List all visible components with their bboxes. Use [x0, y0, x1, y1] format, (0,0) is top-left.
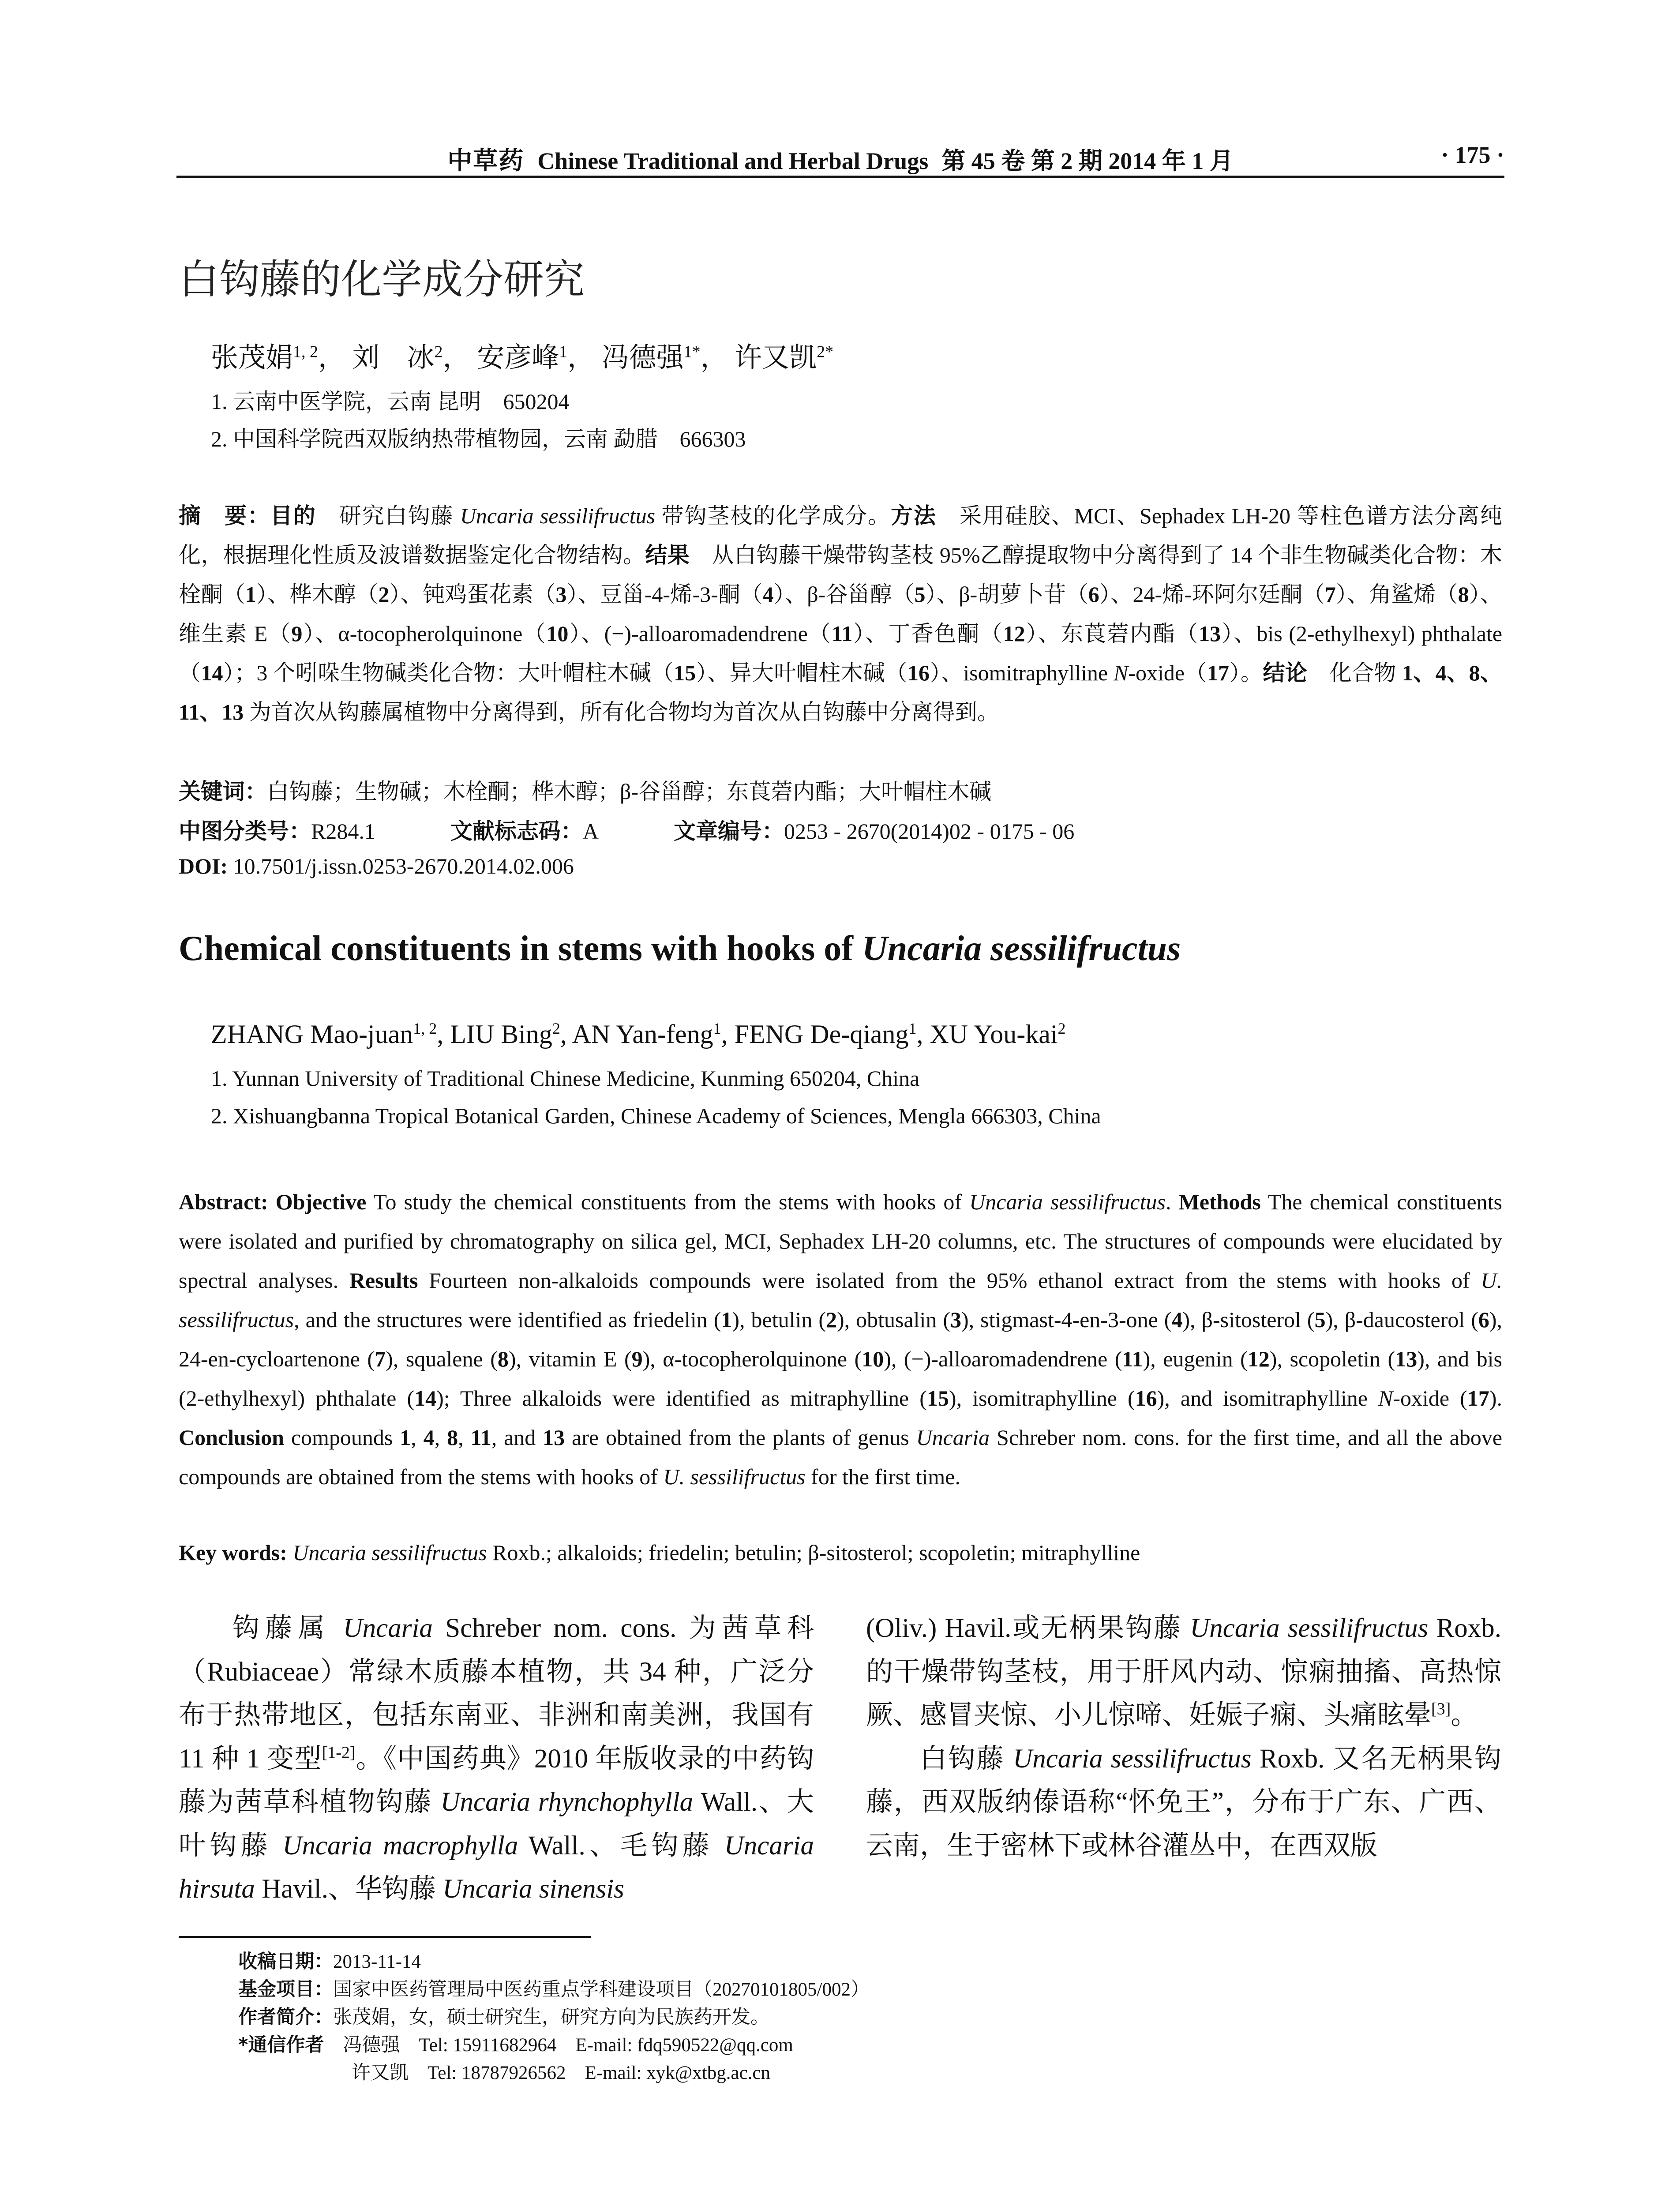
results-label: 结果 [645, 542, 690, 568]
footnote-label: 收稿日期： [238, 1951, 333, 1973]
body-paragraph [179, 1607, 814, 1911]
author-affil-mark: 1 [908, 1020, 917, 1037]
species-name: Uncaria sessilifructus [460, 503, 656, 528]
compound-number: 11 [1122, 1347, 1143, 1371]
doc-code-label: 文献标志码： [450, 818, 583, 844]
journal-issue: 第 45 卷 第 2 期 2014 年 1 月 [941, 148, 1234, 174]
conclusion-label: Conclusion [179, 1425, 284, 1450]
abstract-text: , [434, 1425, 447, 1450]
abstract-text: ）、豆甾-4-烯-3-酮（ [566, 582, 763, 607]
author-separator: , [916, 1020, 930, 1049]
abstract-text: Schreber nom. cons. for the first time, and all the above compounds are obtained from the stems with hooks of [179, 1425, 1503, 1489]
author-affil-mark: 1 [713, 1020, 721, 1037]
footnote-text: 国家中医药管理局中医药重点学科建设项目（20270101805/002） [333, 1979, 870, 2000]
footnote-correspondence [238, 2031, 870, 2059]
author-separator: , [437, 1020, 450, 1049]
compound-number: 1 [721, 1307, 732, 1332]
abstract-text: compounds [284, 1425, 400, 1450]
affiliation-en-1: 1. Yunnan University of Traditional Chinese Medicine, Kunming 650204, China [211, 1066, 920, 1091]
article-title-cn: 白钩藤的化学成分研究 [179, 256, 585, 303]
article-no-value: 0253 - 2670(2014)02 - 0175 - 06 [784, 819, 1075, 844]
abstract-text: ）、β-谷甾醇（ [773, 582, 915, 607]
footnote-text: 2013-11-14 [333, 1951, 421, 1972]
body-text: (Oliv.) Havil.或无柄果钩藤 [866, 1613, 1190, 1643]
abstract-text: ), vitamin E ( [508, 1347, 632, 1371]
body-text: Wall.、毛钩藤 [518, 1831, 724, 1861]
article-title-en [179, 929, 1181, 969]
author-separator: , [721, 1020, 735, 1049]
genus-name: Uncaria [343, 1613, 433, 1643]
abstract-text: ）、丁香色酮（ [852, 621, 1003, 646]
abstract-text: , [458, 1425, 471, 1450]
body-column-right [866, 1607, 1501, 1868]
body-text: Wall.、大叶钩藤 [179, 1787, 814, 1861]
author-separator: ， [567, 343, 595, 373]
abstract-text: ); Three alkaloids were identified as mitraphylline ( [436, 1386, 927, 1411]
body-text: 。 [1451, 1700, 1478, 1730]
author-affil-mark: 2 [552, 1020, 560, 1037]
compound-number: 4 [762, 582, 774, 607]
abstract-text: ）、bis (2-ethylhexyl) phthalate（ [179, 621, 1503, 685]
body-text: Havil.、华钩藤 [255, 1874, 443, 1904]
abstract-text: 从白钩藤干燥带钩茎枝 95%乙醇提取物中分离得到了 14 个非生物碱类化合物：木栓酮（ [179, 543, 1503, 607]
footnotes [238, 1948, 870, 2087]
author-name: LIU Bing [450, 1020, 552, 1049]
compound-number: 16 [908, 660, 930, 685]
citation: [3] [1431, 1700, 1451, 1718]
author-list-cn [211, 335, 833, 375]
compound-number: 8 [1458, 582, 1469, 607]
author-affil-mark: 1* [683, 342, 701, 361]
author-affil-mark: 1 [559, 342, 568, 361]
journal-header [176, 141, 1504, 176]
abstract-text: ), squalene ( [386, 1347, 498, 1371]
author-separator: ， [442, 343, 470, 373]
species-name: Uncaria hirsuta [179, 1831, 814, 1904]
species-name: Uncaria sessilifructus [969, 1189, 1166, 1214]
abstract-text: Fourteen non-alkaloids compounds were isolated from the 95% ethanol extract from the stems with hooks of [418, 1268, 1481, 1293]
abstract-label: 摘 要： [179, 503, 270, 529]
species-name: Uncaria sessilifructus [292, 1540, 487, 1565]
species-name: U. sessilifructus [179, 1268, 1502, 1332]
footnote-label: 作者简介： [238, 2006, 333, 2028]
abstract-text: ), 24-en-cycloartenone ( [179, 1307, 1502, 1371]
affiliation-cn-2: 2. 中国科学院西双版纳热带植物园，云南 勐腊 666303 [211, 427, 746, 451]
author-name: ZHANG Mao-juan [211, 1020, 413, 1049]
author-separator: ， [700, 343, 728, 373]
compound-number: 12 [1003, 621, 1025, 646]
compound-number: 4 [1171, 1307, 1183, 1332]
author-affil-mark: 1, 2 [413, 1020, 437, 1037]
results-label: Results [349, 1268, 418, 1293]
page-number: · 175 · [1440, 142, 1504, 168]
journal-name-en: Chinese Traditional and Herbal Drugs [537, 148, 929, 174]
species-name: Uncaria sessilifructus [862, 929, 1181, 968]
abstract-en [179, 1182, 1502, 1497]
abstract-text: ), α-tocopherolquinone ( [642, 1347, 862, 1371]
abstract-text: , and the structures were identified as friedelin ( [294, 1307, 721, 1332]
author-name: 刘 冰 [352, 343, 435, 373]
classification-line [179, 814, 1074, 845]
author-affil-mark: 2* [817, 342, 834, 361]
abstract-text: ), (−)-alloaromadendrene ( [884, 1347, 1122, 1371]
compound-number: 4 [423, 1425, 435, 1450]
compound-number: 7 [1324, 582, 1336, 607]
abstract-text: ), isomitraphylline ( [949, 1386, 1135, 1411]
journal-logo-cn: 中草药 [447, 147, 525, 175]
abstract-text: ), scopoletin ( [1269, 1347, 1395, 1371]
doc-code-value: A [582, 819, 599, 844]
compound-number-list: 1、4、8、11、13 [179, 660, 1503, 724]
author-separator: , [560, 1020, 572, 1049]
abstract-text: The chemical constituents were isolated and purified by chromatography on silica gel, MCI, Sephadex LH-20 columns, etc. The structures of compounds were elucidated by spectral analyses. [179, 1189, 1503, 1293]
abstract-text: ). [1489, 1386, 1502, 1411]
abstract-text: ), betulin ( [732, 1307, 826, 1332]
compound-number: 13 [1199, 621, 1221, 646]
running-header [176, 137, 1504, 176]
abstract-text: ）、(−)-alloaromadendrene（ [568, 621, 832, 646]
compound-number: 13 [1395, 1347, 1418, 1371]
compound-number: 12 [1247, 1347, 1270, 1371]
species-name: Uncaria sinensis [442, 1874, 624, 1904]
keywords-label: Key words: [179, 1540, 287, 1565]
abstract-text: ）、isomitraphylline [930, 660, 1114, 685]
author-affil-mark: 1, 2 [293, 342, 319, 361]
abstract-text: 化合物 [1307, 660, 1402, 685]
compound-number: 10 [862, 1347, 884, 1371]
conclusion-label: 结论 [1263, 660, 1308, 686]
species-name: Uncaria macrophylla [282, 1831, 518, 1861]
abstract-text: ）、异大叶帽柱木碱（ [696, 660, 908, 685]
footnote-label: 基金项目： [238, 1978, 333, 2000]
abstract-text: ), and isomitraphylline [1157, 1386, 1378, 1411]
abstract-text: ), β-daucosterol ( [1325, 1307, 1478, 1332]
genus-name: Uncaria [916, 1425, 990, 1450]
compound-number: 11 [470, 1425, 491, 1450]
header-rule [176, 176, 1504, 178]
abstract-cn [179, 496, 1502, 732]
citation: [1-2] [322, 1743, 356, 1762]
abstract-text: 研究白钩藤 [316, 503, 460, 528]
compound-number: 9 [631, 1347, 643, 1371]
body-paragraph [866, 1737, 1501, 1868]
footnote-received [238, 1948, 870, 1976]
compound-number: 3 [950, 1307, 962, 1332]
body-text: Schreber nom. cons. 为茜草科（Rubiaceae）常绿木质藤本植物，共 34 种，广泛分布于热带地区，包括东南亚、非洲和南美洲，我国有 11 种 1 变型 [179, 1613, 814, 1774]
compound-number: 13 [543, 1425, 565, 1450]
author-affil-mark: 2 [434, 342, 443, 361]
compound-number: 11 [831, 621, 853, 646]
abstract-text: -oxide ( [1393, 1386, 1467, 1411]
footnote-text: 张茂娟，女，硕士研究生，研究方向为民族药开发。 [333, 2007, 769, 2028]
author-name: 安彦峰 [477, 343, 559, 373]
footnote-text: 冯德强 Tel: 15911682964 E-mail: fdq590522@qq.com [324, 2035, 793, 2056]
keywords-text: 白钩藤；生物碱；木栓酮；桦木醇；β-谷甾醇；东莨菪内酯；大叶帽柱木碱 [267, 779, 992, 804]
objective-label: 目的 [270, 503, 316, 529]
body-column-left [179, 1607, 814, 1911]
footnote-text: 许又凯 Tel: 18787926562 E-mail: xyk@xtbg.ac.cn [352, 2063, 771, 2083]
compound-number: 1 [245, 582, 256, 607]
clc-label: 中图分类号： [179, 818, 311, 844]
abstract-text: To study the chemical constituents from the stems with hooks of [366, 1189, 970, 1214]
compound-number: 16 [1135, 1386, 1157, 1411]
abstract-text: . [1165, 1189, 1179, 1214]
clc-value: R284.1 [311, 819, 375, 844]
methods-label: Methods [1178, 1189, 1261, 1214]
abstract-text: , [411, 1425, 424, 1450]
abstract-text: 采用硅胶、MCI、Sephadex LH-20 等柱色谱方法分离纯化，根据理化性质及波谱数据鉴定化合物结构。 [179, 503, 1503, 567]
species-name: Uncaria rhynchophylla [440, 1787, 694, 1817]
abstract-text: ), stigmast-4-en-3-one ( [961, 1307, 1172, 1332]
abstract-label: Abstract: [179, 1189, 268, 1214]
compound-number: 8 [447, 1425, 458, 1450]
objective-label: Objective [275, 1189, 367, 1214]
body-text: Roxb. 的干燥带钩茎枝，用于肝风内动、惊痫抽搐、高热惊厥、感冒夹惊、小儿惊啼、妊娠子痫、头痛眩晕 [866, 1613, 1502, 1730]
compound-number: 15 [674, 660, 696, 685]
abstract-text: ), β-sitosterol ( [1182, 1307, 1315, 1332]
author-name: 许又凯 [735, 343, 817, 373]
compound-number: 6 [1478, 1307, 1489, 1332]
body-text: Roxb. 又名无柄果钩藤，西双版纳傣语称“怀免王”，分布于广东、广西、云南，生于密林下或林谷灌丛中，在西双版 [866, 1744, 1501, 1861]
body-text: 白钩藤 [920, 1744, 1013, 1774]
author-affil-mark: 2 [1058, 1020, 1066, 1037]
body-paragraph-continued [866, 1607, 1501, 1737]
methods-label: 方法 [890, 503, 937, 529]
footnote-label: *通信作者 [238, 2034, 324, 2056]
keywords-label: 关键词： [179, 779, 267, 804]
compound-number: 8 [497, 1347, 509, 1371]
compound-number: 2 [378, 582, 390, 607]
abstract-text: ）、桦木醇（ [256, 582, 379, 607]
species-name: Uncaria sessilifructus [1190, 1613, 1429, 1643]
author-name: FENG De-qiang [734, 1020, 909, 1049]
compound-number: 5 [914, 582, 926, 607]
compound-number: 17 [1207, 660, 1229, 685]
abstract-text: ）、钝鸡蛋花素（ [389, 582, 556, 607]
abstract-text: ), and bis (2-ethylhexyl) phthalate ( [179, 1347, 1502, 1411]
author-name: 冯德强 [601, 343, 684, 373]
footnote-fund [238, 1976, 870, 2003]
species-name: U. sessilifructus [663, 1464, 806, 1489]
author-list-en [211, 1019, 1066, 1050]
title-text: Chemical constituents in stems with hooks of [179, 929, 862, 968]
abstract-text: ）、24-烯-环阿尔廷酮（ [1099, 582, 1325, 607]
author-separator: ， [318, 343, 346, 373]
doi-line [179, 853, 574, 879]
abstract-text: 带钩茎枝的化学成分。 [655, 503, 891, 528]
doi-value: 10.7501/j.issn.0253-2670.2014.02.006 [228, 854, 574, 878]
body-text: 钩藤属 [232, 1613, 343, 1643]
abstract-text: -oxide（ [1128, 660, 1207, 685]
abstract-text: ）、维生素 E（ [179, 582, 1503, 646]
abstract-text: are obtained from the plants of genus [565, 1425, 916, 1450]
abstract-text: for the first time. [805, 1464, 960, 1489]
keywords-en [179, 1540, 1502, 1565]
abstract-text: ）。 [1229, 660, 1263, 685]
italic-n: N [1114, 660, 1129, 685]
author-name: XU You-kai [930, 1020, 1058, 1049]
compound-number: 5 [1314, 1307, 1326, 1332]
footnote-bio [238, 2003, 870, 2031]
abstract-text: ）、α-tocopherolquinone（ [302, 621, 547, 646]
italic-n: N [1378, 1386, 1393, 1411]
abstract-text: , and [491, 1425, 543, 1450]
compound-number: 14 [414, 1386, 437, 1411]
abstract-text: ）、角鲨烯（ [1335, 582, 1458, 607]
compound-number: 9 [291, 621, 303, 646]
keywords-cn [179, 774, 991, 806]
compound-number: 7 [375, 1347, 386, 1371]
body-text: 。《中国药典》2010 年版收录的中药钩藤为茜草科植物钩藤 [179, 1744, 814, 1817]
abstract-text: ）、β-胡萝卜苷（ [925, 582, 1088, 607]
footnote-rule [179, 1936, 591, 1938]
compound-number: 10 [546, 621, 569, 646]
compound-number: 6 [1088, 582, 1099, 607]
author-name: AN Yan-feng [572, 1020, 713, 1049]
abstract-text: ）、东莨菪内酯（ [1025, 621, 1199, 646]
abstract-text: ), eugenin ( [1143, 1347, 1248, 1371]
abstract-text: ）；3 个吲哚生物碱类化合物：大叶帽柱木碱（ [223, 660, 674, 685]
compound-number: 17 [1467, 1386, 1489, 1411]
footnote-correspondence-2 [238, 2059, 870, 2087]
compound-number: 15 [926, 1386, 949, 1411]
article-no-label: 文章编号： [673, 818, 784, 844]
keywords-text: Roxb.; alkaloids; friedelin; betulin; β-sitosterol; scopoletin; mitraphylline [487, 1540, 1140, 1565]
affiliation-en-2: 2. Xishuangbanna Tropical Botanical Garden, Chinese Academy of Sciences, Mengla 666303, China [211, 1103, 1101, 1128]
doi-label: DOI: [179, 854, 228, 878]
compound-number: 2 [825, 1307, 837, 1332]
author-name: 张茂娟 [211, 343, 293, 373]
abstract-text: 为首次从钩藤属植物中分离得到，所有化合物均为首次从白钩藤中分离得到。 [244, 700, 999, 724]
affiliation-cn-1: 1. 云南中医学院，云南 昆明 650204 [211, 389, 570, 414]
compound-number: 1 [400, 1425, 411, 1450]
abstract-text: ), obtusalin ( [836, 1307, 951, 1332]
compound-number: 3 [555, 582, 567, 607]
species-name: Uncaria sessilifructus [1013, 1744, 1252, 1774]
compound-number: 14 [201, 660, 223, 685]
